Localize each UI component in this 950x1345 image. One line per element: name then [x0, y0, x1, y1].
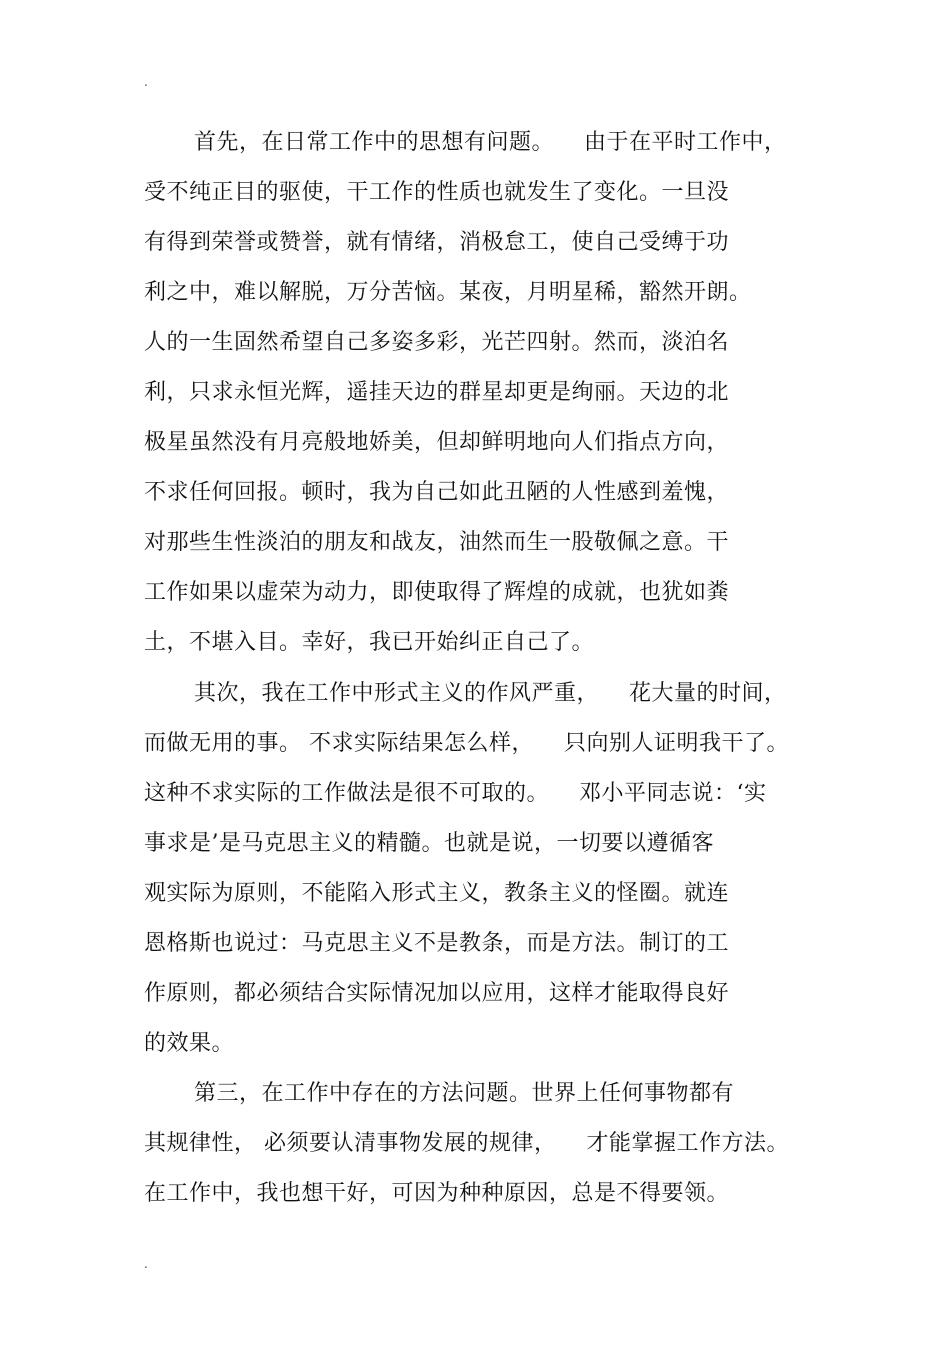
paragraph-1-line-11: 土，不堪入目。幸好，我已开始纠正自己了。 [144, 630, 595, 655]
paragraph-1-line-6: 利，只求永恒光辉，遥挂天边的群星却更是绚丽。天边的北 [144, 380, 730, 405]
bottom-page-mark: . [144, 1257, 148, 1271]
paragraph-2-line-8: 的效果。 [144, 1031, 235, 1056]
paragraph-1-line-4: 利之中，难以解脱，万分苦恼。某夜，月明星稀，豁然开朗。 [144, 280, 752, 305]
paragraph-1-line-8: 不求任何回报。顿时，我为自己如此丑陋的人性感到羞愧， [144, 480, 730, 505]
paragraph-1-line-1: 首先，在日常工作中的思想有问题。 由于在平时工作中， [194, 130, 787, 155]
paragraph-1-line-10: 工作如果以虚荣为动力，即使取得了辉煌的成就，也犹如粪 [144, 580, 730, 605]
paragraph-1-line-9: 对那些生性淡泊的朋友和战友，油然而生一股敬佩之意。干 [144, 530, 730, 555]
paragraph-1-line-7: 极星虽然没有月亮般地娇美，但却鲜明地向人们指点方向， [144, 430, 730, 455]
paragraph-2-line-1: 其次，我在工作中形式主义的作风严重， 花大量的时间， [194, 681, 787, 706]
paragraph-2-line-7: 作原则，都必须结合实际情况加以应用，这样才能取得良好 [144, 981, 730, 1006]
paragraph-1-line-2: 受不纯正目的驱使，干工作的性质也就发生了变化。一旦没 [144, 180, 730, 205]
paragraph-3-line-1: 第三，在工作中存在的方法问题。世界上任何事物都有 [194, 1081, 735, 1106]
paragraph-1-line-3: 有得到荣誉或赞誉，就有情绪，消极怠工，使自己受缚于功 [144, 230, 730, 255]
paragraph-2-line-4: 事求是’是马克思主义的精髓。也就是说，一切要以遵循客 [144, 831, 714, 856]
paragraph-2-line-3: 这种不求实际的工作做法是很不可取的。 邓小平同志说：‘实 [144, 781, 767, 806]
paragraph-1-line-5: 人的一生固然希望自己多姿多彩，光芒四射。然而，淡泊名 [144, 330, 730, 355]
paragraph-2-line-6: 恩格斯也说过：马克思主义不是教条，而是方法。制订的工 [144, 931, 730, 956]
top-page-mark: . [144, 75, 148, 89]
paragraph-3-line-3: 在工作中，我也想干好，可因为种种原因，总是不得要领。 [144, 1181, 730, 1206]
paragraph-2-line-2: 而做无用的事。 不求实际结果怎么样， 只向别人证明我干了。 [144, 731, 789, 756]
paragraph-3-line-2: 其规律性， 必须要认清事物发展的规律， 才能掌握工作方法。 [144, 1131, 789, 1156]
paragraph-2-line-5: 观实际为原则，不能陷入形式主义，教条主义的怪圈。就连 [144, 881, 730, 906]
